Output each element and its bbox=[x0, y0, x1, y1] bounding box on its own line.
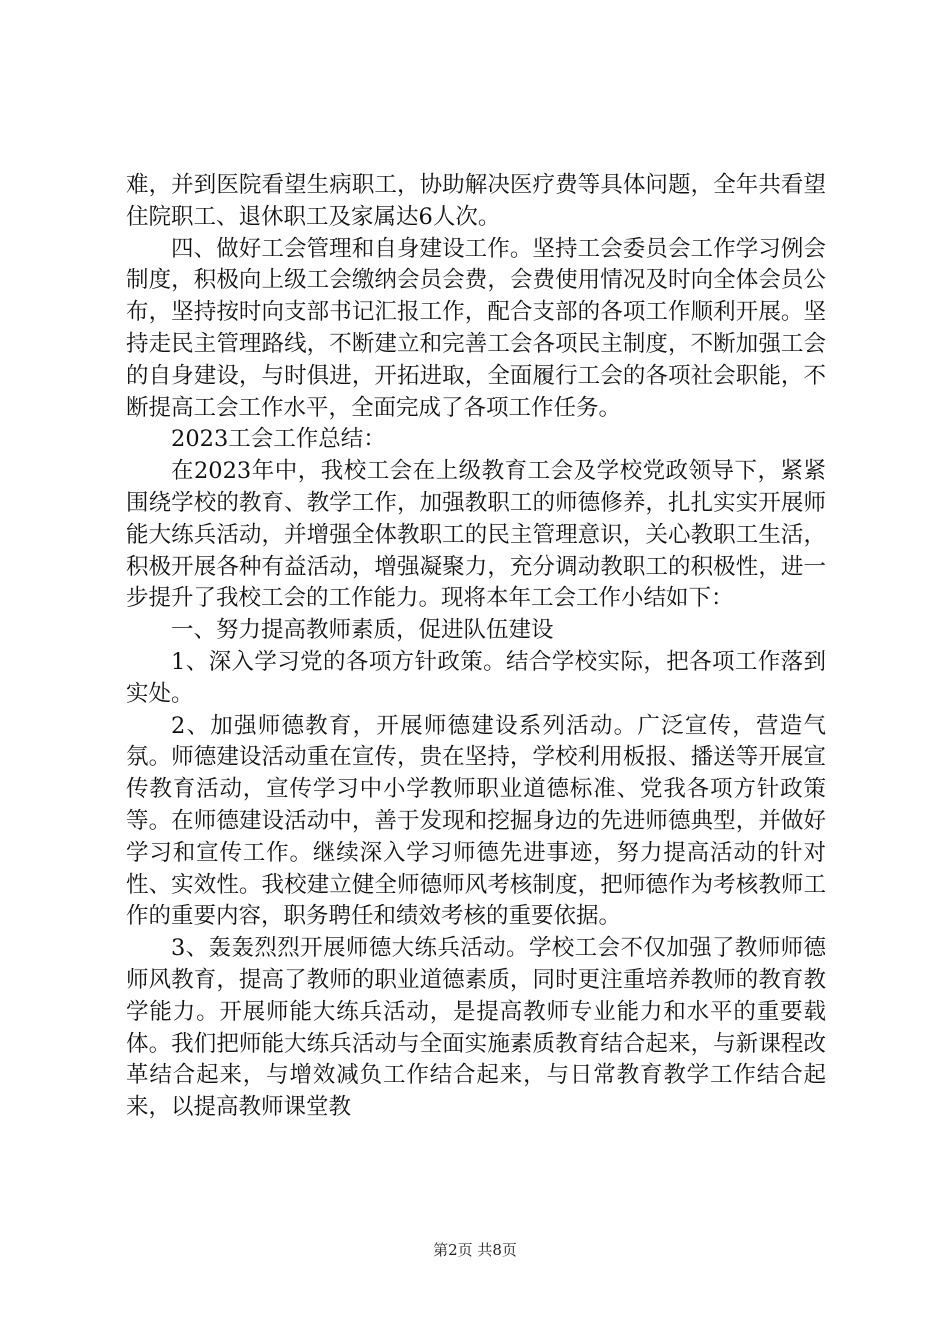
section-heading-teacher-quality: 一、努力提高教师素质，促进队伍建设 bbox=[171, 617, 554, 644]
page-footer: 第2页 共8页 bbox=[433, 1241, 517, 1259]
paragraph-item-2: 2、加强师德教育，开展师德建设系列活动。广泛宣传，营造气氛。师德建设活动重在宣传，贵在坚持，学校利用板报、播送等开展宣传教育活动，宣传学习中小学教师职业道德标准、党我各项方针政策等。在师德建设活动中，善于发现和挖掘身边的先进师德典型，并做好学习和宣传工作。继续深入学习师德先进事迹，努力提高活动的针对性、实效性。我校建立健全师德师风考核制度，把师德作为考核教师工作的重要内容，职务聘任和绩效考核的重要依据。 bbox=[126, 712, 826, 930]
paragraph-item-3: 3、轰轰烈烈开展师德大练兵活动。学校工会不仅加强了教师师德师风教育，提高了教师的职业道德素质，同时更注重培养教师的教育教学能力。开展师能大练兵活动，是提高教师专业能力和水平的重要载体。我们把师能大练兵活动与全面实施素质教育结合起来，与新课程改革结合起来，与增效减负工作结合起来，与日常教育教学工作结合起来，以提高教师课堂教 bbox=[126, 935, 826, 1121]
paragraph-item-1: 1、深入学习党的各项方针政策。结合学校实际，把各项工作落到实处。 bbox=[126, 648, 826, 707]
document-body bbox=[126, 170, 826, 1124]
paragraph-introduction: 在2023年中，我校工会在上级教育工会及学校党政领导下，紧紧围绕学校的教育、教学工作，加强教职工的师德修养，扎扎实实开展师能大练兵活动，并增强全体教职工的民主管理意识，关心教职工生活，积极开展各种有益活动，增强凝聚力，充分调动教职工的积极性，进一步提升了我校工会的工作能力。现将本年工会工作小结如下： bbox=[126, 458, 826, 612]
section-heading-summary: 2023工会工作总结： bbox=[171, 426, 386, 453]
paragraph-union-management: 四、做好工会管理和自身建设工作。坚持工会委员会工作学习例会制度，积极向上级工会缴纳会员会费，会费使用情况及时向全体会员公布，坚持按时向支部书记汇报工作，配合支部的各项工作顺利开展。坚持走民主管理路线，不断建立和完善工会各项民主制度，不断加强工会的自身建设，与时俱进，开拓进取，全面履行工会的各项社会职能，不断提高工会工作水平，全面完成了各项工作任务。 bbox=[126, 235, 826, 421]
paragraph-continuation: 难，并到医院看望生病职工，协助解决医疗费等具体问题，全年共看望住院职工、退休职工及家属达6人次。 bbox=[126, 172, 826, 230]
